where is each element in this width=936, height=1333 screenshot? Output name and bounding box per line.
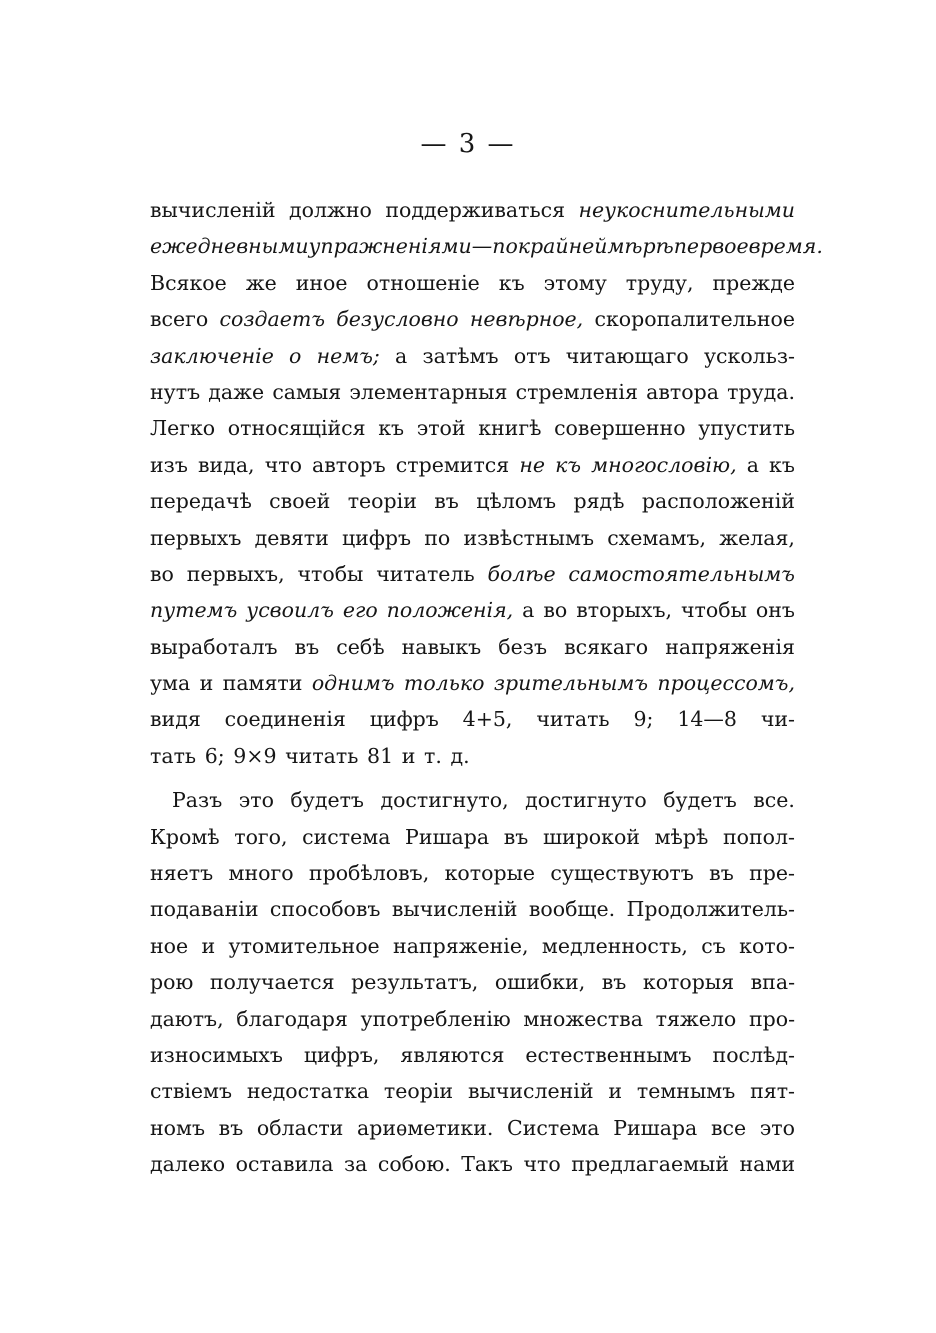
- word: всякаго: [564, 634, 649, 659]
- word: Такъ: [461, 1152, 513, 1177]
- word: естественнымъ: [525, 1042, 692, 1067]
- word: что: [523, 1152, 561, 1177]
- word: схемамъ,: [607, 525, 707, 550]
- emphasized-word: зрительнымъ: [493, 671, 649, 696]
- word: ошибки,: [494, 970, 586, 995]
- text-line: [150, 1037, 795, 1073]
- word: цифръ: [342, 525, 412, 550]
- word: и: [401, 743, 416, 768]
- word: употребленію: [360, 1006, 511, 1031]
- word: вторыхъ,: [576, 598, 673, 623]
- word: Кромѣ: [150, 824, 220, 849]
- word: прежде: [712, 270, 795, 295]
- word: Легко: [150, 416, 216, 441]
- text-line: [150, 819, 795, 855]
- word: съ: [701, 933, 726, 958]
- word: упустить: [698, 416, 795, 441]
- text-line: [150, 738, 795, 774]
- word: безъ: [498, 634, 547, 659]
- word: система: [302, 824, 391, 849]
- word: въ: [709, 861, 734, 886]
- word: что: [264, 452, 302, 477]
- text-line: [150, 556, 795, 592]
- word: и: [199, 671, 214, 696]
- emphasized-word: къ: [555, 452, 581, 477]
- word: вычисленій: [467, 1079, 594, 1104]
- word: ствіемъ: [150, 1079, 233, 1104]
- word: во: [150, 561, 174, 586]
- emphasized-word: путемъ: [150, 598, 238, 623]
- word: выработалъ: [150, 634, 278, 659]
- word: поддерживаться: [385, 198, 566, 222]
- word: вычисленій: [391, 897, 518, 922]
- text-line: [150, 1146, 795, 1182]
- word: къ: [769, 452, 795, 477]
- emphasized-word: однимъ: [311, 671, 395, 696]
- word: подаваніи: [150, 897, 259, 922]
- word: ускольз-: [703, 343, 795, 368]
- emphasized-word: болѣе: [487, 561, 556, 586]
- word: своей: [269, 489, 331, 514]
- emphasized-word: его: [342, 598, 378, 623]
- word: въ: [601, 970, 627, 995]
- word: же: [245, 270, 277, 295]
- word: медленность,: [541, 933, 688, 958]
- text-line: [150, 891, 795, 927]
- emphasized-word: ежедневными: [150, 234, 309, 259]
- word: номъ: [150, 1115, 205, 1140]
- word: по: [424, 525, 451, 550]
- text-line: [150, 228, 823, 264]
- word: д.: [450, 743, 470, 768]
- word: Ришара: [405, 824, 490, 849]
- word: первыхъ,: [186, 561, 285, 586]
- text-line: [150, 665, 795, 701]
- emphasized-word: только: [403, 671, 485, 696]
- word: чи-: [760, 707, 795, 732]
- word: первыхъ: [150, 525, 242, 550]
- emphasized-word: крайней: [517, 234, 608, 259]
- word: вообще.: [528, 897, 616, 922]
- word: попол-: [722, 824, 795, 849]
- word: достигнуто: [525, 788, 647, 813]
- word: затѣмъ: [422, 343, 499, 368]
- word: совершенно: [554, 416, 686, 441]
- word: труду,: [625, 270, 694, 295]
- text-line: [150, 855, 795, 891]
- word: 81: [367, 743, 394, 768]
- word: все.: [753, 788, 795, 813]
- word: нами: [739, 1152, 795, 1177]
- word: нутъ: [150, 379, 201, 404]
- word: Разъ: [172, 788, 223, 813]
- word: отъ: [513, 343, 551, 368]
- word: мѣрѣ: [654, 824, 709, 849]
- word: утомительное: [228, 933, 380, 958]
- word: онъ: [755, 598, 795, 623]
- word: пре-: [749, 861, 795, 886]
- word: изъ: [150, 452, 188, 477]
- word: въ: [434, 489, 459, 514]
- text-line: [150, 520, 795, 556]
- word: того,: [234, 824, 288, 849]
- word: относящійся: [227, 416, 366, 441]
- word: рядѣ: [573, 489, 625, 514]
- word: которыя: [642, 970, 735, 995]
- word: труда.: [727, 379, 795, 404]
- word: въ: [503, 824, 529, 849]
- word: это: [759, 1115, 795, 1140]
- word: темнымъ: [636, 1079, 736, 1104]
- emphasized-word: процессомъ,: [657, 671, 795, 696]
- word: теоріи: [383, 1079, 454, 1104]
- word: во: [543, 598, 568, 623]
- word: цѣломъ: [476, 489, 557, 514]
- word: расположеній: [641, 489, 795, 514]
- word: результатъ,: [351, 970, 479, 995]
- emphasized-word: не: [519, 452, 545, 477]
- text-line: [150, 1073, 795, 1109]
- word: отношеніе: [366, 270, 480, 295]
- text-line: [150, 265, 795, 301]
- word: себѣ: [336, 634, 385, 659]
- word: способовъ: [269, 897, 381, 922]
- word: Ришара: [613, 1115, 698, 1140]
- page-number: — 3 —: [420, 129, 516, 159]
- word: Всякое: [150, 270, 227, 295]
- word: вида,: [198, 452, 255, 477]
- text-line: [150, 701, 795, 737]
- word: много: [228, 861, 294, 886]
- word: которые: [444, 861, 536, 886]
- word: и: [608, 1079, 623, 1104]
- word: напряженіе,: [393, 933, 529, 958]
- word: будетъ: [663, 788, 737, 813]
- word: памяти: [222, 671, 303, 696]
- word: пробѣловъ,: [308, 861, 430, 886]
- text-line: [150, 592, 795, 628]
- word: чтобы: [680, 598, 747, 623]
- word: читающаго: [565, 343, 689, 368]
- word: авторъ: [312, 452, 386, 477]
- word: напряженія: [665, 634, 795, 659]
- text-line: [150, 447, 795, 483]
- word: 9;: [633, 707, 654, 732]
- word: собою.: [377, 1152, 451, 1177]
- word: въ: [218, 1115, 244, 1140]
- word: области: [256, 1115, 344, 1140]
- word: вычисленій: [150, 198, 276, 222]
- word: будетъ: [290, 788, 364, 813]
- emphasized-word: безусловно: [336, 307, 459, 332]
- text-line: [150, 1110, 795, 1146]
- text-line: [150, 192, 795, 228]
- text-line: [150, 374, 795, 410]
- word: видя: [150, 707, 201, 732]
- word: всего: [150, 307, 209, 332]
- text-line: [150, 964, 795, 1000]
- word: стремленія: [515, 379, 638, 404]
- word: даютъ,: [150, 1006, 224, 1031]
- word: девяти: [254, 525, 329, 550]
- word: этому: [543, 270, 607, 295]
- emphasized-word: невѣрное,: [469, 307, 584, 332]
- word: передачѣ: [150, 489, 252, 514]
- word: т.: [424, 743, 442, 768]
- word: автора: [646, 379, 719, 404]
- word: ное: [150, 933, 189, 958]
- word: няетъ: [150, 861, 214, 886]
- word: а: [746, 452, 759, 477]
- word: 14—8: [677, 707, 737, 732]
- word: далеко: [150, 1152, 226, 1177]
- word: а: [395, 343, 408, 368]
- text-line: [150, 928, 795, 964]
- text-line: [150, 410, 795, 446]
- word: благодаря: [236, 1006, 348, 1031]
- word: теоріи: [347, 489, 417, 514]
- word: ариѳметики.: [356, 1115, 494, 1140]
- word: множества: [523, 1006, 643, 1031]
- word: элементарныя: [349, 379, 508, 404]
- word: тяжело: [655, 1006, 737, 1031]
- word: должно: [289, 198, 372, 222]
- word: 4+5,: [462, 707, 513, 732]
- word: въ: [294, 634, 320, 659]
- word: впа-: [750, 970, 795, 995]
- word: къ: [378, 416, 405, 441]
- word: достигнуто,: [380, 788, 509, 813]
- word: книгѣ: [478, 416, 542, 441]
- emphasized-word: создаетъ: [219, 307, 325, 332]
- emphasized-word: о: [289, 343, 302, 368]
- word: ума: [150, 671, 191, 696]
- word: цифръ: [369, 707, 439, 732]
- text-line: [150, 338, 795, 374]
- word: 6;: [204, 743, 225, 768]
- emphasized-word: упражненіями—по: [308, 234, 518, 259]
- word: къ: [498, 270, 525, 295]
- emphasized-word: время.: [748, 234, 823, 259]
- word: оставила: [235, 1152, 334, 1177]
- word: широкой: [542, 824, 640, 849]
- word: про-: [748, 1006, 795, 1031]
- word: желая,: [719, 525, 795, 550]
- emphasized-word: немъ;: [316, 343, 380, 368]
- word: все: [710, 1115, 747, 1140]
- word: получается: [209, 970, 335, 995]
- text-line: [150, 483, 795, 519]
- word: послѣд-: [712, 1042, 795, 1067]
- word: за: [343, 1152, 368, 1177]
- word: тать: [150, 743, 197, 768]
- emphasized-word: мѣрѣ: [607, 234, 674, 259]
- word: соединенія: [224, 707, 346, 732]
- word: даже: [208, 379, 265, 404]
- word: Система: [507, 1115, 600, 1140]
- word: читать: [285, 743, 359, 768]
- emphasized-word: многословію,: [591, 452, 737, 477]
- text-line: [150, 301, 795, 337]
- word: читать: [536, 707, 610, 732]
- word: самыя: [272, 379, 342, 404]
- word: рою: [150, 970, 194, 995]
- word: скоропалительное: [594, 307, 795, 332]
- word: это: [238, 788, 274, 813]
- word: являются: [400, 1042, 505, 1067]
- word: чтобы: [297, 561, 364, 586]
- word: и: [201, 933, 216, 958]
- word: износимыхъ: [150, 1042, 283, 1067]
- word: Продолжитель-: [626, 897, 795, 922]
- word: а: [522, 598, 535, 623]
- text-line: [150, 1001, 795, 1037]
- body-text: [150, 192, 823, 1183]
- word: цифръ,: [303, 1042, 380, 1067]
- text-line: [150, 782, 795, 818]
- emphasized-word: заключеніе: [150, 343, 274, 368]
- word: 9×9: [233, 743, 277, 768]
- word: читатель: [376, 561, 475, 586]
- text-line: [150, 629, 795, 665]
- word: извѣстнымъ: [463, 525, 594, 550]
- word: пят-: [750, 1079, 795, 1104]
- emphasized-word: самостоятельнымъ: [568, 561, 795, 586]
- word: стремится: [395, 452, 510, 477]
- emphasized-word: неукоснительными: [578, 198, 795, 222]
- emphasized-word: усвоилъ: [246, 598, 334, 623]
- word: недостатка: [246, 1079, 370, 1104]
- word: существуютъ: [550, 861, 694, 886]
- emphasized-word: первое: [673, 234, 749, 259]
- word: кото-: [739, 933, 795, 958]
- emphasized-word: положенія,: [386, 598, 514, 623]
- word: предлагаемый: [571, 1152, 730, 1177]
- word: этой: [416, 416, 466, 441]
- word: навыкъ: [401, 634, 482, 659]
- word: иное: [295, 270, 348, 295]
